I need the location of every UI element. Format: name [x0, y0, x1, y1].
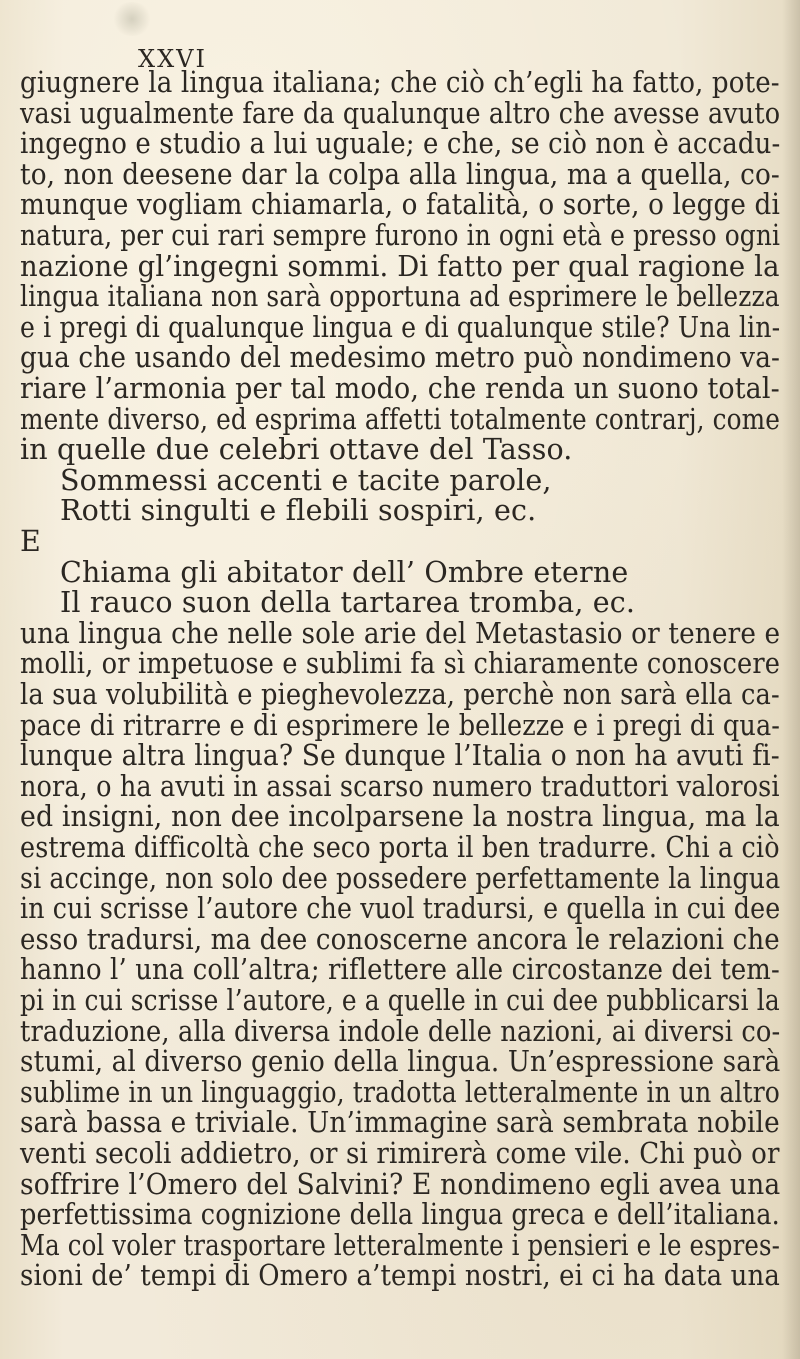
- text-line: gua che usando del medesimo metro può nondimeno va-: [20, 341, 781, 375]
- verse-line: Chiama gli abitator dell’ Ombre eterne: [60, 555, 629, 589]
- text-line: to, non deesene dar la colpa alla lingua, ma a quella, co-: [20, 157, 780, 191]
- text-line: venti secoli addietro, or si rimirerà come vile. Chi può or: [20, 1137, 780, 1170]
- text-line: natura, per cui rari sempre furono in ogni età e presso ogni: [20, 219, 781, 252]
- text-line: lingua italiana non sarà opportuna ad esprimere le bellezza: [20, 280, 780, 314]
- text-line: estrema difficoltà che seco porta il ben tradurre. Chi a ciò: [20, 831, 780, 864]
- page-edge-shadow: [782, 0, 800, 1359]
- text-line: soffrire l’Omero del Salvini? E nondimeno egli avea una: [20, 1167, 781, 1201]
- text-line: sublime in un linguaggio, tradotta letteralmente in un altro: [20, 1075, 780, 1109]
- text-line: esso tradursi, ma dee conoscerne ancora le relazioni che: [20, 922, 780, 956]
- text-line: perfettissima cognizione della lingua greca e dell’italiana.: [20, 1198, 780, 1232]
- text-line: ingegno e studio a lui uguale; e che, se ciò non è accadu-: [20, 127, 781, 161]
- text-line: nora, o ha avuti in assai scarso numero traduttori valorosi: [20, 769, 780, 803]
- text-line: riare l’armonia per tal modo, che renda un suono total-: [20, 372, 780, 405]
- text-line: giugnere la lingua italiana; che ciò ch’egli ha fatto, pote-: [20, 66, 780, 99]
- text-line: traduzione, alla diversa indole delle nazioni, ai diversi co-: [20, 1014, 781, 1048]
- text-line: vasi ugualmente fare da qualunque altro che avesse avuto: [20, 96, 781, 130]
- text-line: e i pregi di qualunque lingua e di qualunque stile? Una lin-: [20, 310, 781, 344]
- text-line: Ma col voler trasportare letteralmente i pensieri e le espres-: [20, 1228, 781, 1262]
- verse-line: Sommessi accenti e tacite parole,: [60, 463, 552, 497]
- text-line: una lingua che nelle sole arie del Metastasio or tenere e: [20, 616, 781, 650]
- text-line: si accinge, non solo dee possedere perfettamente la lingua: [20, 861, 781, 895]
- verse-separator: E: [20, 525, 41, 558]
- text-line: hanno l’ una coll’altra; riflettere alle circostanze dei tem-: [20, 953, 780, 987]
- text-line: in quelle due celebri ottave del Tasso.: [20, 433, 573, 467]
- verse-line: Rotti singulti e flebili sospiri, ec.: [60, 494, 537, 528]
- verse-line: Il rauco suon della tartarea tromba, ec.: [60, 586, 636, 620]
- text-line: in cui scrisse l’autore che vuol tradursi, e quella in cui dee: [20, 892, 781, 926]
- text-line: pi in cui scrisse l’autore, e a quelle in cui dee pubblicarsi la: [20, 984, 780, 1017]
- text-line: sioni de’ tempi di Omero a’tempi nostri, ei ci ha data una: [20, 1259, 780, 1293]
- text-line: nazione gl’ingegni sommi. Di fatto per qual ragione la: [20, 249, 780, 283]
- text-line: pace di ritrarre e di esprimere le bellezze e i pregi di qua-: [20, 708, 781, 742]
- text-line: stumi, al diverso genio della lingua. Un’espressione sarà: [20, 1045, 781, 1079]
- text-line: lunque altra lingua? Se dunque l’Italia o non ha avuti fi-: [20, 739, 780, 773]
- text-line: la sua volubilità e pieghevolezza, perchè non sarà ella ca-: [20, 678, 780, 711]
- text-line: munque vogliam chiamarla, o fatalità, o sorte, o legge di: [20, 188, 780, 222]
- text-line: sarà bassa e triviale. Un’immagine sarà sembrata nobile: [20, 1106, 780, 1140]
- page-number-header: XXVI: [138, 45, 207, 73]
- paper-stain: [112, 2, 152, 36]
- text-line: ed insigni, non dee incolparsene la nostra lingua, ma la: [20, 800, 780, 834]
- text-line: molli, or impetuose e sublimi fa sì chiaramente conoscere: [20, 647, 781, 681]
- text-line: mente diverso, ed esprima affetti totalmente contrarj, come: [20, 402, 781, 436]
